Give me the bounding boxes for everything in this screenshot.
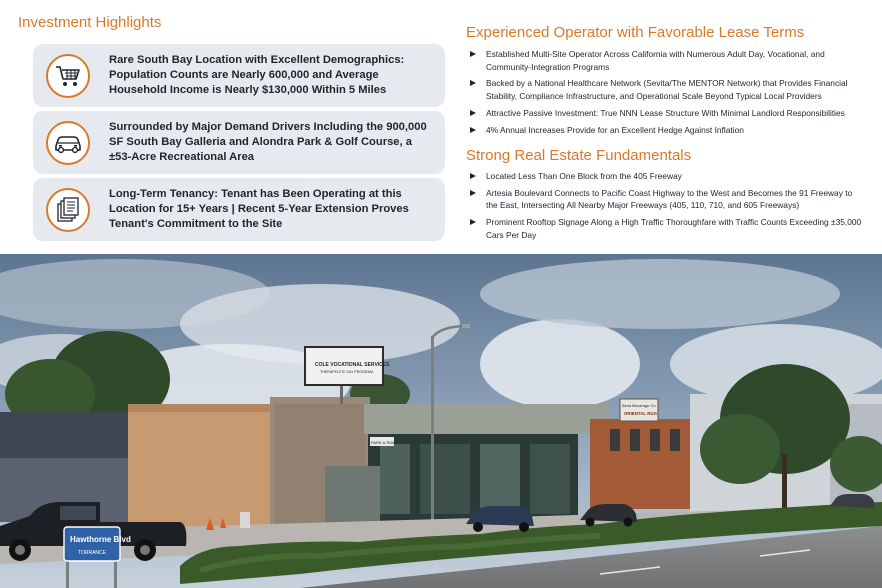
real-estate-bullet-list <box>470 170 862 246</box>
shopping-cart-icon <box>46 54 90 98</box>
bullet-triangle-icon <box>470 127 476 133</box>
bullet-triangle-icon <box>470 110 476 116</box>
highlight-card-demand-drivers <box>33 111 445 174</box>
highlight-text: Long-Term Tenancy: Tenant has Been Operating at this Location for 15+ Years | Recent 5-Year Extension Proves Tenant's Commitment to the Site <box>109 188 409 230</box>
bullet-triangle-icon <box>470 190 476 196</box>
highlight-card-demographics <box>33 44 445 107</box>
highlight-card-tenancy <box>33 178 445 241</box>
list-item: Established Multi-Site Operator Across California with Numerous Adult Day, Vocational, and Community-Integration Programs <box>470 48 862 73</box>
property-photo <box>0 254 882 588</box>
bullet-triangle-icon <box>470 80 476 86</box>
list-item: Prominent Rooftop Signage Along a High Traffic Thoroughfare with Traffic Counts Exceeding ±35,000 Cars Per Day <box>470 216 862 241</box>
investment-highlights-title: Investment Highlights <box>18 14 162 31</box>
list-item: Located Less Than One Block from the 405 Freeway <box>470 170 862 183</box>
park-ride-sign-text: PARK & RIDE <box>371 440 397 445</box>
neighbor-sign-line1: Alma Bevarage Co. <box>622 403 657 408</box>
operator-section-title: Experienced Operator with Favorable Lease Terms <box>466 24 805 41</box>
rooftop-sign-line2: THERAPEUTIC DAY PROGRAM <box>320 370 373 374</box>
highlight-text: Surrounded by Major Demand Drivers Including the 900,000 SF South Bay Galleria and Alondra Park & Golf Course, a ±53-Acre Recreational Area <box>109 121 427 163</box>
operator-bullet-list <box>470 48 862 141</box>
bullet-triangle-icon <box>470 51 476 57</box>
list-item: Artesia Boulevard Connects to Pacific Coast Highway to the West and Becomes the 91 Freeway to the East, Intersecting All Nearby Major Freeways (405, 110, 710, and 605 Freeways) <box>470 187 862 212</box>
car-icon <box>46 121 90 165</box>
street-sign-line2: TORRANCE <box>78 550 106 556</box>
bullet-triangle-icon <box>470 173 476 179</box>
documents-icon <box>46 188 90 232</box>
rooftop-sign-line1: COLE VOCATIONAL SERVICES <box>315 362 390 368</box>
street-sign-line1: Hawthorne Blvd <box>70 535 131 544</box>
list-item: Backed by a National Healthcare Network (Sevita/The MENTOR Network) that Provides Financial Stability, Compliance Infrastructure, and Operational Scale Beyond Typical Local Providers <box>470 77 862 102</box>
highlight-text: Rare South Bay Location with Excellent Demographics: Population Counts are Nearly 600,000 and Average Household Income is Nearly $130,000 Within 5 Miles <box>109 54 405 96</box>
bullet-triangle-icon <box>470 219 476 225</box>
property-photo-illustration <box>0 254 882 588</box>
real-estate-section-title: Strong Real Estate Fundamentals <box>466 147 692 164</box>
list-item: 4% Annual Increases Provide for an Excellent Hedge Against Inflation <box>470 124 862 137</box>
neighbor-sign-line2: ORIENTAL RUG <box>624 411 658 416</box>
list-item: Attractive Passive Investment: True NNN Lease Structure With Minimal Landlord Responsibilities <box>470 107 862 120</box>
